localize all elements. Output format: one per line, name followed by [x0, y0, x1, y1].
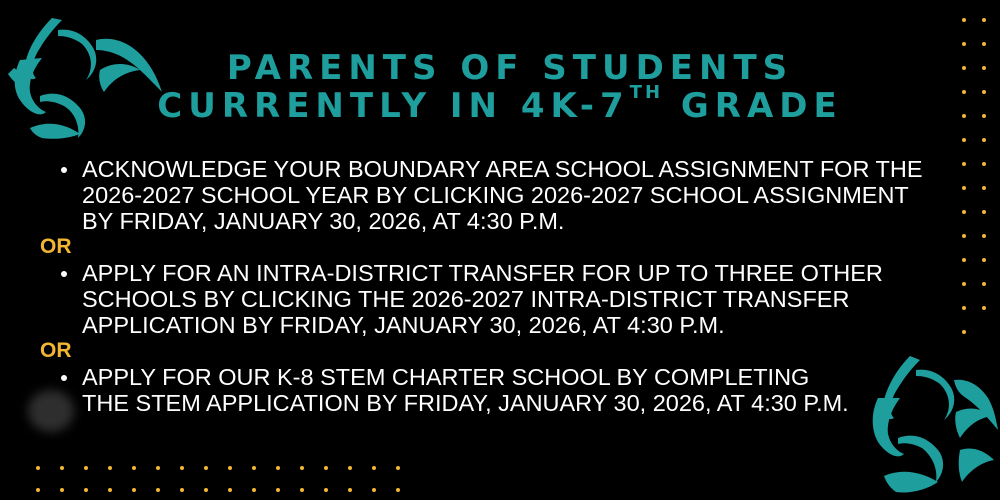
- list-item-boundary-assignment: [40, 156, 940, 234]
- blurred-artifact: [28, 390, 74, 432]
- list-item-intra-district-transfer: [40, 260, 940, 338]
- dot-pattern-bottom: [0, 460, 420, 500]
- or-separator: OR: [40, 235, 72, 258]
- instructions-list: [40, 156, 940, 416]
- list-item-line: SCHOOLS BY CLICKING THE 2026-2027 INTRA-DISTRICT TRANSFER: [82, 286, 850, 312]
- or-separator: OR: [40, 339, 72, 362]
- list-item-line: ACKNOWLEDGE YOUR BOUNDARY AREA SCHOOL ASSIGNMENT FOR THE: [82, 156, 923, 182]
- list-item-line: BY FRIDAY, JANUARY 30, 2026, AT 4:30 P.M.: [82, 208, 565, 234]
- list-item-stem-charter: [40, 364, 940, 416]
- list-item-line: THE STEM APPLICATION BY FRIDAY, JANUARY 30, 2026, AT 4:30 P.M.: [82, 390, 849, 416]
- list-item-line: 2026-2027 SCHOOL YEAR BY CLICKING 2026-2027 SCHOOL ASSIGNMENT: [82, 182, 909, 208]
- title-grade-text: CURRENTLY IN 4K-7: [157, 86, 630, 126]
- title-grade-suffix: GRADE: [663, 86, 843, 126]
- title-superscript: TH: [629, 82, 664, 103]
- page-title-line1: PARENTS OF STUDENTS: [226, 48, 794, 88]
- list-item-line: APPLY FOR OUR K-8 STEM CHARTER SCHOOL BY COMPLETING: [82, 364, 810, 390]
- list-item-line: APPLICATION BY FRIDAY, JANUARY 30, 2026, AT 4:30 P.M.: [82, 312, 725, 338]
- page-title-line2: [0, 82, 1000, 126]
- list-item-line: APPLY FOR AN INTRA-DISTRICT TRANSFER FOR UP TO THREE OTHER: [82, 260, 883, 286]
